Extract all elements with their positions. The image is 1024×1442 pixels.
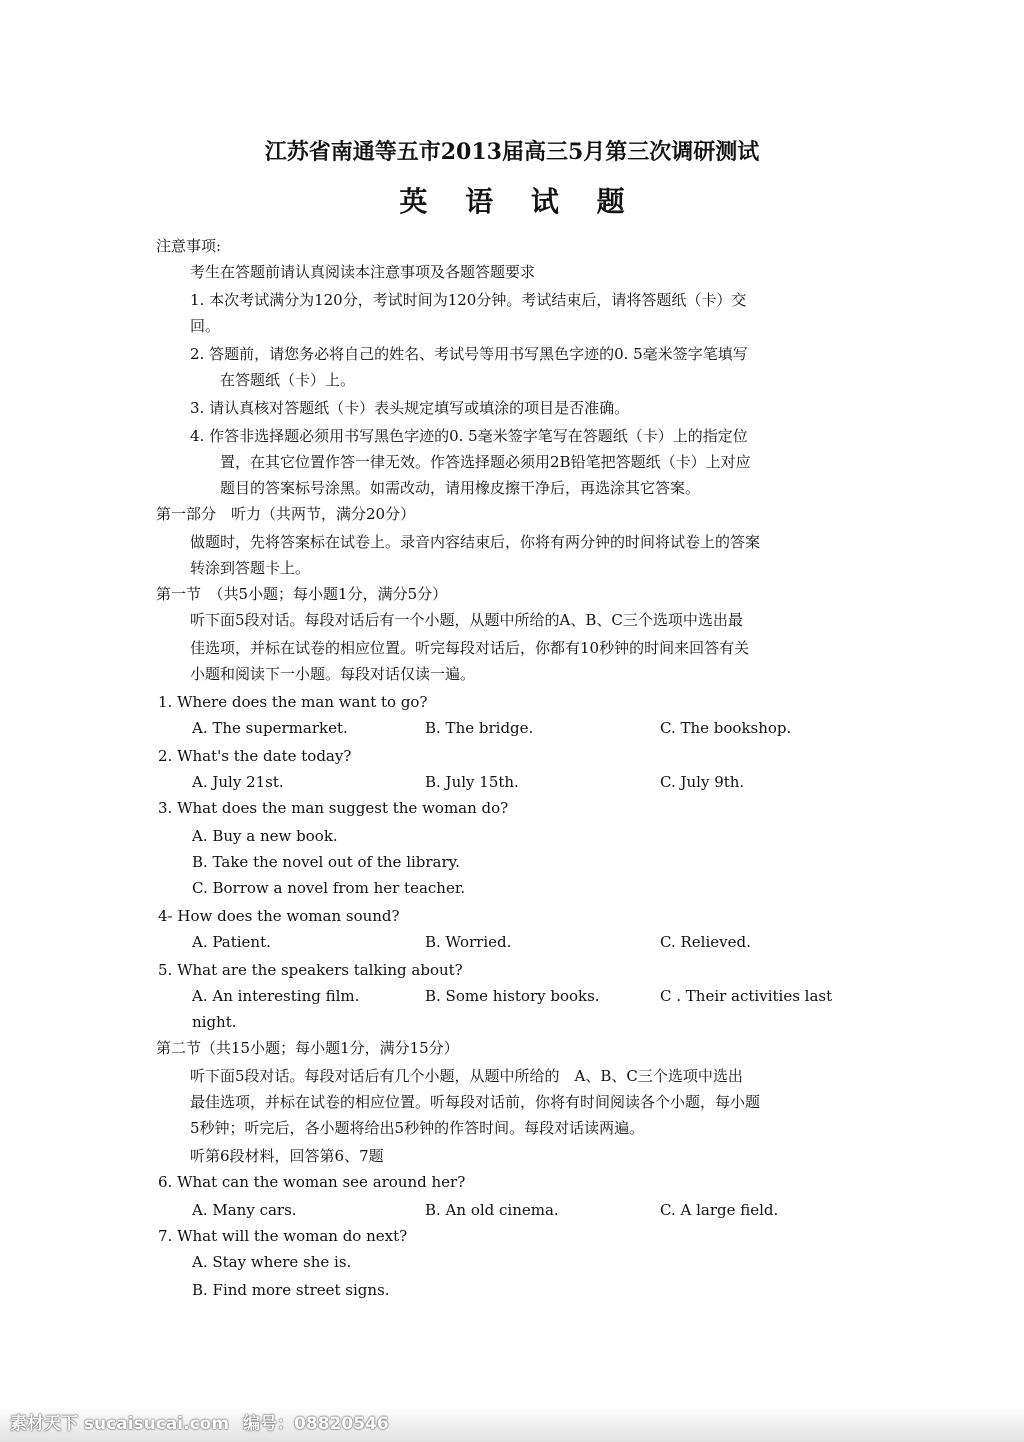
section2-desc-2: 最佳选项，并标在试卷的相应位置。听每段对话前，你将有时间阅读各个小题，每小题	[190, 1093, 761, 1111]
question-2-option-c: C. July 9th.	[660, 773, 745, 791]
question-2-option-a: A. July 21st.	[192, 773, 284, 791]
section1-desc-3: 小题和阅读下一小题。每段对话仅读一遍。	[190, 665, 476, 683]
question-6-option-c: C. A large field.	[660, 1201, 779, 1219]
section2-desc-1: 听下面5段对话。每段对话后有几个小题，从题中所给的 A、B、C三个选项中选出	[190, 1067, 743, 1085]
question-5-option-a: A. An interesting film.	[192, 987, 360, 1005]
watermark-site: 素材天下 sucaisucai.com	[10, 1414, 230, 1434]
question-3-option-c: C. Borrow a novel from her teacher.	[192, 879, 466, 897]
part1-desc-2: 转涂到答题卡上。	[190, 559, 311, 577]
notice-intro: 考生在答题前请认真阅读本注意事项及各题答题要求	[190, 263, 536, 281]
question-1-option-b: B. The bridge.	[425, 719, 534, 737]
question-7-option-b: B. Find more street signs.	[192, 1281, 390, 1299]
question-1-option-c: C. The bookshop.	[660, 719, 792, 737]
question-3-option-b: B. Take the novel out of the library.	[192, 853, 460, 871]
question-4-stem: 4- How does the woman sound?	[158, 907, 400, 925]
question-4-option-a: A. Patient.	[192, 933, 271, 951]
notice-item-4: 4. 作答非选择题必须用书写黑色字迹的0. 5毫米签字笔写在答题纸（卡）上的指定位	[190, 427, 748, 445]
question-4-option-b: B. Worried.	[425, 933, 512, 951]
notice-item-1: 1. 本次考试满分为120分，考试时间为120分钟。考试结束后，请将答题纸（卡）交	[190, 291, 747, 309]
question-7-stem: 7. What will the woman do next?	[158, 1227, 408, 1245]
question-6-option-a: A. Many cars.	[192, 1201, 297, 1219]
section2-desc-3: 5秒钟；听完后，各小题将给出5秒钟的作答时间。每段对话读两遍。	[190, 1119, 645, 1137]
notice-item-4-cont1: 置，在其它位置作答一律无效。作答选择题必须用2B铅笔把答题纸（卡）上对应	[220, 453, 751, 471]
watermark-bar	[0, 1406, 1024, 1442]
watermark-code: 08820546	[294, 1414, 389, 1434]
question-5-option-c: C . Their activities last	[660, 987, 833, 1005]
exam-title: 江苏省南通等五市2013届高三5月第三次调研测试	[264, 139, 760, 165]
question-7-option-a: A. Stay where she is.	[192, 1253, 352, 1271]
question-4-option-c: C. Relieved.	[660, 933, 751, 951]
question-3-stem: 3. What does the man suggest the woman do?	[158, 799, 509, 817]
question-5-stem: 5. What are the speakers talking about?	[158, 961, 463, 979]
section1-desc-2: 佳选项，并标在试卷的相应位置。听完每段对话后，你都有10秒钟的时间来回答有关	[190, 639, 750, 657]
part1-heading: 第一部分 听力（共两节，满分20分）	[156, 505, 416, 523]
notice-heading: 注意事项:	[156, 237, 222, 255]
section1-desc-1: 听下面5段对话。每段对话后有一个小题，从题中所给的A、B、C三个选项中选出最	[190, 611, 743, 629]
question-5-option-c-cont: night.	[192, 1013, 237, 1031]
section1-heading: 第一节 （共5小题；每小题1分，满分5分）	[156, 585, 448, 603]
section2-material: 听第6段材料，回答第6、7题	[190, 1147, 384, 1165]
notice-item-3: 3. 请认真核对答题纸（卡）表头规定填写或填涂的项目是否准确。	[190, 399, 630, 417]
notice-item-1-cont: 回。	[190, 317, 221, 335]
part1-desc-1: 做题时，先将答案标在试卷上。录音内容结束后，你将有两分钟的时间将试卷上的答案	[190, 533, 761, 551]
question-6-stem: 6. What can the woman see around her?	[158, 1173, 466, 1191]
question-1-option-a: A. The supermarket.	[192, 719, 348, 737]
question-2-stem: 2. What's the date today?	[158, 747, 352, 765]
section2-heading: 第二节（共15小题；每小题1分，满分15分）	[156, 1039, 459, 1057]
question-1-stem: 1. Where does the man want to go?	[158, 693, 428, 711]
notice-item-2-cont: 在答题纸（卡）上。	[220, 371, 356, 389]
exam-subtitle: 英 语 试 题	[399, 185, 639, 218]
notice-item-2: 2. 答题前，请您务必将自己的姓名、考试号等用书写黑色字迹的0. 5毫米签字笔填写	[190, 345, 748, 363]
question-6-option-b: B. An old cinema.	[425, 1201, 559, 1219]
question-3-option-a: A. Buy a new book.	[192, 827, 338, 845]
question-5-option-b: B. Some history books.	[425, 987, 600, 1005]
watermark-code-label: 编号：	[243, 1414, 295, 1434]
question-2-option-b: B. July 15th.	[425, 773, 519, 791]
notice-item-4-cont2: 题目的答案标号涂黑。如需改动，请用橡皮擦干净后，再选涂其它答案。	[220, 479, 701, 497]
